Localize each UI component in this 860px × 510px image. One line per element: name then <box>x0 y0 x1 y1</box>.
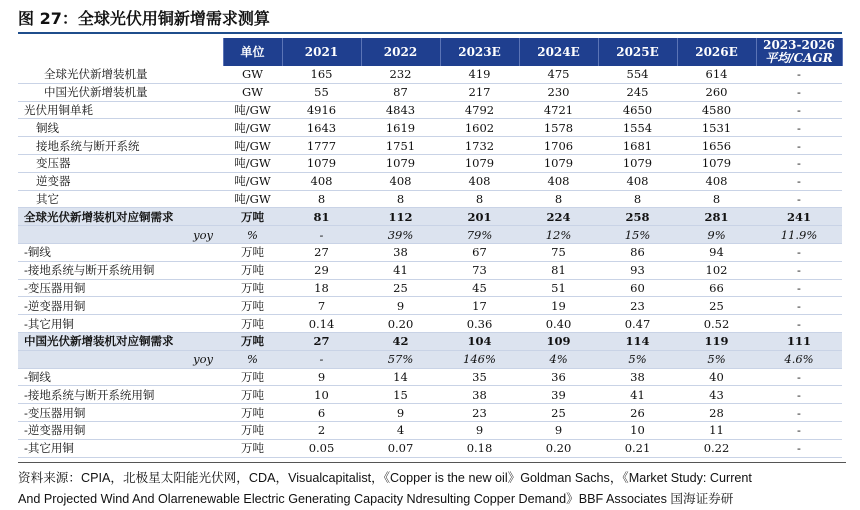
cell-value: 0.22 <box>677 439 756 457</box>
cell-value: 408 <box>519 172 598 190</box>
cell-value: 9 <box>440 421 519 439</box>
cell-value: 408 <box>282 172 361 190</box>
row-unit: 万吨 <box>223 243 282 261</box>
cell-value: 18 <box>282 279 361 297</box>
cell-value: 1681 <box>598 137 677 155</box>
row-label: yoy <box>18 350 223 368</box>
cell-value: 4580 <box>677 101 756 119</box>
row-label: 铜线 <box>18 119 223 137</box>
cell-value: 201 <box>440 208 519 226</box>
table-row <box>18 226 842 244</box>
table-row <box>18 137 842 155</box>
cell-value: 0.47 <box>598 315 677 333</box>
row-unit: 万吨 <box>223 332 282 350</box>
row-unit: GW <box>223 83 282 101</box>
table-row <box>18 243 842 261</box>
header-cagr <box>756 38 842 66</box>
row-label: -其它用铜 <box>18 439 223 457</box>
row-label: 全球光伏新增装机量 <box>18 66 223 83</box>
header-year-2025e: 2025E <box>598 38 677 66</box>
cell-value: 12% <box>519 226 598 244</box>
table-row <box>18 421 842 439</box>
cell-value: 419 <box>440 66 519 83</box>
cell-value: 614 <box>677 66 756 83</box>
cell-value: 475 <box>519 66 598 83</box>
cell-value: 5% <box>598 350 677 368</box>
cell-value: 114 <box>598 332 677 350</box>
cell-value: - <box>282 226 361 244</box>
cell-cagr: - <box>756 315 842 333</box>
row-unit: 吨/GW <box>223 154 282 172</box>
cell-value: 0.18 <box>440 439 519 457</box>
cell-value: 60 <box>598 279 677 297</box>
row-unit: 吨/GW <box>223 137 282 155</box>
row-unit: 万吨 <box>223 208 282 226</box>
table-row <box>18 386 842 404</box>
cell-cagr: 111 <box>756 332 842 350</box>
cell-value: 408 <box>440 172 519 190</box>
table-body <box>18 66 842 457</box>
cell-value: 258 <box>598 208 677 226</box>
cell-value: 94 <box>677 243 756 261</box>
cell-value: 14 <box>361 368 440 386</box>
row-unit: 万吨 <box>223 421 282 439</box>
cell-value: 51 <box>519 279 598 297</box>
cell-value: 8 <box>598 190 677 208</box>
cell-cagr: - <box>756 368 842 386</box>
source-note-line2: And Projected Wind And Olarrenewable Electric Generating Capacity Ndresulting Copper Demand》BBF Associates 国海证券研 <box>18 492 734 506</box>
cell-cagr: - <box>756 386 842 404</box>
row-label: -变压器用铜 <box>18 279 223 297</box>
cell-value: 36 <box>519 368 598 386</box>
cell-cagr: - <box>756 243 842 261</box>
cell-value: 8 <box>519 190 598 208</box>
cell-value: 28 <box>677 404 756 422</box>
row-unit: 万吨 <box>223 368 282 386</box>
cell-value: 1619 <box>361 119 440 137</box>
table-row <box>18 368 842 386</box>
header-year-2023e: 2023E <box>440 38 519 66</box>
cell-value: 45 <box>440 279 519 297</box>
cell-value: 8 <box>361 190 440 208</box>
row-label: 全球光伏新增装机对应铜需求 <box>18 208 223 226</box>
cell-value: 73 <box>440 261 519 279</box>
table-row <box>18 208 842 226</box>
row-label: 光伏用铜单耗 <box>18 101 223 119</box>
row-unit: 万吨 <box>223 386 282 404</box>
cell-value: 109 <box>519 332 598 350</box>
cell-value: 19 <box>519 297 598 315</box>
cell-value: 29 <box>282 261 361 279</box>
cell-value: 9 <box>282 368 361 386</box>
cell-value: 224 <box>519 208 598 226</box>
cell-value: 35 <box>440 368 519 386</box>
table-row <box>18 154 842 172</box>
row-unit: 吨/GW <box>223 172 282 190</box>
header-year-2024e: 2024E <box>519 38 598 66</box>
cell-value: 38 <box>440 386 519 404</box>
cell-value: 1079 <box>519 154 598 172</box>
header-year-2021: 2021 <box>282 38 361 66</box>
cell-value: 8 <box>440 190 519 208</box>
cell-value: 40 <box>677 368 756 386</box>
row-unit: 万吨 <box>223 439 282 457</box>
cell-value: 41 <box>598 386 677 404</box>
cell-value: 41 <box>361 261 440 279</box>
cell-value: 0.07 <box>361 439 440 457</box>
table-row <box>18 83 842 101</box>
cell-value: 23 <box>440 404 519 422</box>
cell-value: 9 <box>361 297 440 315</box>
row-unit: % <box>223 350 282 368</box>
cell-value: 0.40 <box>519 315 598 333</box>
cell-value: 4% <box>519 350 598 368</box>
cell-value: 11 <box>677 421 756 439</box>
cell-value: 5% <box>677 350 756 368</box>
cell-value: 0.14 <box>282 315 361 333</box>
cell-value: 4916 <box>282 101 361 119</box>
cell-value: 104 <box>440 332 519 350</box>
table-row <box>18 315 842 333</box>
cell-value: 81 <box>282 208 361 226</box>
row-label: -变压器用铜 <box>18 404 223 422</box>
cell-value: 17 <box>440 297 519 315</box>
cell-value: 8 <box>677 190 756 208</box>
cell-value: 9% <box>677 226 756 244</box>
cell-value: 66 <box>677 279 756 297</box>
row-unit: 万吨 <box>223 315 282 333</box>
cell-cagr: - <box>756 137 842 155</box>
cell-value: 408 <box>361 172 440 190</box>
cell-value: 0.20 <box>519 439 598 457</box>
cell-value: 4 <box>361 421 440 439</box>
cell-value: 9 <box>361 404 440 422</box>
row-unit: 万吨 <box>223 261 282 279</box>
cell-value: 217 <box>440 83 519 101</box>
cell-value: 554 <box>598 66 677 83</box>
cell-value: 10 <box>598 421 677 439</box>
cell-cagr: - <box>756 66 842 83</box>
header-year-2022: 2022 <box>361 38 440 66</box>
cell-value: 6 <box>282 404 361 422</box>
table-row <box>18 66 842 83</box>
cell-value: 39 <box>519 386 598 404</box>
cell-value: 0.52 <box>677 315 756 333</box>
header-blank-cell <box>18 38 223 66</box>
cell-value: 38 <box>361 243 440 261</box>
cell-cagr: - <box>756 439 842 457</box>
table-row <box>18 172 842 190</box>
cell-cagr: - <box>756 119 842 137</box>
header-unit: 单位 <box>223 38 282 66</box>
row-unit: 吨/GW <box>223 101 282 119</box>
row-label: 中国光伏新增装机量 <box>18 83 223 101</box>
cell-cagr: 4.6% <box>756 350 842 368</box>
cell-value: 1079 <box>361 154 440 172</box>
table-header-row <box>18 38 842 66</box>
cell-value: 15% <box>598 226 677 244</box>
cell-value: 1079 <box>440 154 519 172</box>
cell-value: 25 <box>519 404 598 422</box>
cell-value: 1578 <box>519 119 598 137</box>
cell-cagr: - <box>756 172 842 190</box>
cell-value: 55 <box>282 83 361 101</box>
cell-value: 112 <box>361 208 440 226</box>
copper-demand-table <box>18 38 843 458</box>
cell-value: 15 <box>361 386 440 404</box>
cell-value: 1643 <box>282 119 361 137</box>
cell-value: 25 <box>677 297 756 315</box>
source-note-line1: 资料来源：CPIA，北极星太阳能光伏网，CDA，Visualcapitalist，《Copper is the new oil》Goldman Sachs，《Market Study: Current <box>18 471 752 485</box>
table-row <box>18 297 842 315</box>
table-row <box>18 350 842 368</box>
figure-title: 图 27：全球光伏用铜新增需求测算 <box>18 6 842 34</box>
cell-value: 57% <box>361 350 440 368</box>
cell-value: 26 <box>598 404 677 422</box>
row-label: -铜线 <box>18 368 223 386</box>
cell-value: 10 <box>282 386 361 404</box>
table-row <box>18 332 842 350</box>
row-label: 变压器 <box>18 154 223 172</box>
cell-value: 408 <box>598 172 677 190</box>
cell-cagr: - <box>756 261 842 279</box>
row-label: 逆变器 <box>18 172 223 190</box>
cell-value: 87 <box>361 83 440 101</box>
cell-value: 4792 <box>440 101 519 119</box>
row-label: -接地系统与断开系统用铜 <box>18 261 223 279</box>
cell-cagr: - <box>756 190 842 208</box>
cell-value: 230 <box>519 83 598 101</box>
table-row <box>18 261 842 279</box>
cell-cagr: 241 <box>756 208 842 226</box>
cell-value: 4721 <box>519 101 598 119</box>
cell-cagr: - <box>756 421 842 439</box>
cell-cagr: 11.9% <box>756 226 842 244</box>
cell-value: 25 <box>361 279 440 297</box>
cell-value: 165 <box>282 66 361 83</box>
cell-value: 260 <box>677 83 756 101</box>
cell-value: 0.21 <box>598 439 677 457</box>
cell-value: 119 <box>677 332 756 350</box>
cell-value: 2 <box>282 421 361 439</box>
cell-value: 1602 <box>440 119 519 137</box>
cell-value: 232 <box>361 66 440 83</box>
cell-value: 1079 <box>598 154 677 172</box>
cell-cagr: - <box>756 83 842 101</box>
source-note <box>18 462 846 510</box>
cell-value: 4843 <box>361 101 440 119</box>
cell-value: 1706 <box>519 137 598 155</box>
header-cagr-line2: 平均/CAGR <box>765 51 833 65</box>
cell-value: 9 <box>519 421 598 439</box>
cell-value: 0.05 <box>282 439 361 457</box>
cell-value: 27 <box>282 332 361 350</box>
row-label: -逆变器用铜 <box>18 421 223 439</box>
cell-cagr: - <box>756 404 842 422</box>
row-unit: 吨/GW <box>223 190 282 208</box>
cell-value: 0.36 <box>440 315 519 333</box>
row-label: 其它 <box>18 190 223 208</box>
cell-cagr: - <box>756 154 842 172</box>
cell-value: 1656 <box>677 137 756 155</box>
table-row <box>18 190 842 208</box>
cell-value: 42 <box>361 332 440 350</box>
cell-value: 0.20 <box>361 315 440 333</box>
row-label: -铜线 <box>18 243 223 261</box>
cell-cagr: - <box>756 297 842 315</box>
row-unit: 万吨 <box>223 404 282 422</box>
cell-value: 8 <box>282 190 361 208</box>
row-unit: GW <box>223 66 282 83</box>
cell-value: 1732 <box>440 137 519 155</box>
header-year-2026e: 2026E <box>677 38 756 66</box>
cell-value: 79% <box>440 226 519 244</box>
row-label: 接地系统与断开系统 <box>18 137 223 155</box>
cell-value: 1554 <box>598 119 677 137</box>
table-row <box>18 404 842 422</box>
cell-value: 245 <box>598 83 677 101</box>
cell-value: 81 <box>519 261 598 279</box>
cell-value: 1079 <box>677 154 756 172</box>
row-unit: 万吨 <box>223 279 282 297</box>
row-unit: % <box>223 226 282 244</box>
cell-value: 75 <box>519 243 598 261</box>
row-unit: 万吨 <box>223 297 282 315</box>
cell-value: 27 <box>282 243 361 261</box>
row-unit: 吨/GW <box>223 119 282 137</box>
table-row <box>18 101 842 119</box>
table-row <box>18 119 842 137</box>
cell-value: 408 <box>677 172 756 190</box>
cell-value: 38 <box>598 368 677 386</box>
table-row <box>18 439 842 457</box>
cell-value: 7 <box>282 297 361 315</box>
cell-value: 86 <box>598 243 677 261</box>
cell-value: 93 <box>598 261 677 279</box>
row-label: -其它用铜 <box>18 315 223 333</box>
cell-cagr: - <box>756 101 842 119</box>
row-label: -接地系统与断开系统用铜 <box>18 386 223 404</box>
cell-value: 281 <box>677 208 756 226</box>
cell-value: 1079 <box>282 154 361 172</box>
cell-value: 1751 <box>361 137 440 155</box>
cell-value: 146% <box>440 350 519 368</box>
header-cagr-line1: 2023-2026 <box>763 38 835 52</box>
cell-value: 23 <box>598 297 677 315</box>
row-label: 中国光伏新增装机对应铜需求 <box>18 332 223 350</box>
cell-cagr: - <box>756 279 842 297</box>
row-label: -逆变器用铜 <box>18 297 223 315</box>
cell-value: 4650 <box>598 101 677 119</box>
cell-value: - <box>282 350 361 368</box>
cell-value: 1777 <box>282 137 361 155</box>
table-row <box>18 279 842 297</box>
cell-value: 1531 <box>677 119 756 137</box>
cell-value: 67 <box>440 243 519 261</box>
cell-value: 39% <box>361 226 440 244</box>
cell-value: 102 <box>677 261 756 279</box>
cell-value: 43 <box>677 386 756 404</box>
row-label: yoy <box>18 226 223 244</box>
